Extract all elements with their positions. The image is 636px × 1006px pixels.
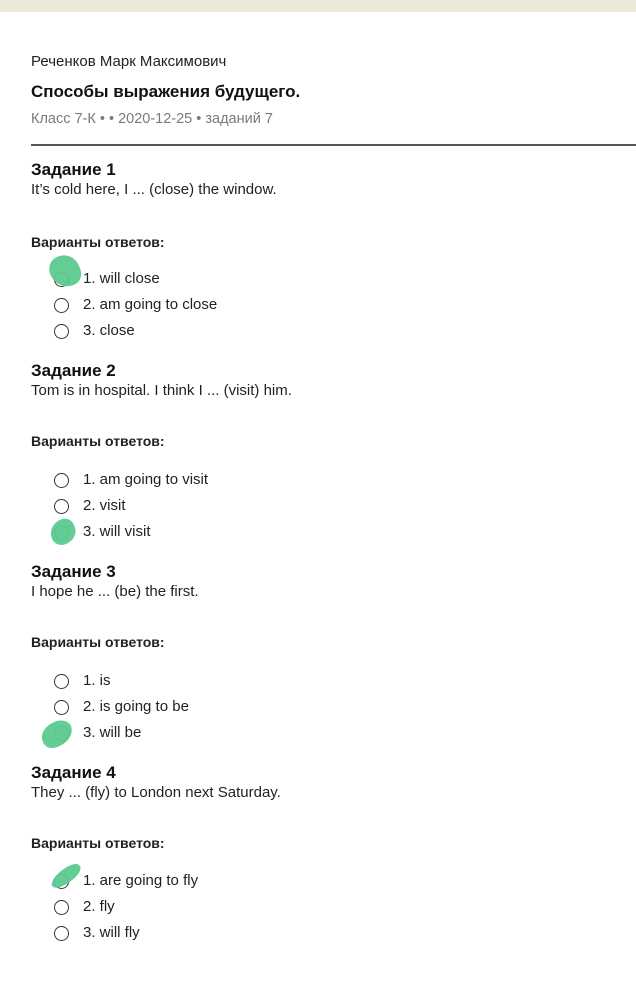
option-text: 3. close (83, 322, 135, 339)
student-name: Реченков Марк Максимович (31, 53, 227, 70)
option-text: 3. will be (83, 724, 142, 741)
option-text: 2. fly (83, 898, 115, 915)
answer-highlight-mark (37, 716, 76, 751)
test-title: Способы выражения будущего. (31, 82, 301, 101)
answer-option[interactable] (31, 269, 431, 291)
radio-button[interactable] (54, 674, 69, 689)
answer-option[interactable] (31, 897, 431, 919)
task-title: Задание 2 (31, 361, 116, 380)
task-3 (31, 562, 631, 741)
answers-label: Варианты ответов: (31, 234, 165, 250)
answer-option[interactable] (31, 671, 431, 693)
option-text: 1. will close (83, 270, 160, 287)
answer-option[interactable] (31, 697, 431, 719)
radio-button[interactable] (54, 499, 69, 514)
answers-label: Варианты ответов: (31, 835, 165, 851)
radio-button[interactable] (54, 298, 69, 313)
answer-option[interactable] (31, 871, 431, 893)
answers-label: Варианты ответов: (31, 433, 165, 449)
radio-button[interactable] (54, 926, 69, 941)
answer-option[interactable] (31, 522, 431, 544)
task-question: Tom is in hospital. I think I ... (visit) him. (31, 382, 292, 399)
task-question: It’s cold here, I ... (close) the window. (31, 181, 277, 198)
answer-highlight-mark (46, 515, 81, 549)
answer-option[interactable] (31, 496, 431, 518)
task-title: Задание 4 (31, 763, 116, 782)
answer-option[interactable] (31, 295, 431, 317)
answer-option[interactable] (31, 923, 431, 945)
task-1 (31, 160, 631, 339)
radio-button[interactable] (54, 900, 69, 915)
option-text: 1. am going to visit (83, 471, 209, 488)
option-text: 2. am going to close (83, 296, 218, 313)
test-header (31, 52, 631, 129)
answer-highlight-mark (45, 251, 84, 291)
option-text: 1. is (83, 672, 111, 689)
answer-option[interactable] (31, 470, 431, 492)
task-question: I hope he ... (be) the first. (31, 583, 199, 600)
option-text: 1. are going to fly (83, 872, 199, 889)
header-divider (31, 144, 636, 146)
test-meta: Класс 7-К • • 2020-12-25 • заданий 7 (31, 111, 273, 127)
option-text: 2. is going to be (83, 698, 189, 715)
radio-button[interactable] (54, 324, 69, 339)
answers-label: Варианты ответов: (31, 634, 165, 650)
option-text: 3. will fly (83, 924, 140, 941)
answer-option[interactable] (31, 723, 431, 745)
task-title: Задание 1 (31, 160, 116, 179)
task-question: They ... (fly) to London next Saturday. (31, 784, 281, 801)
option-text: 2. visit (83, 497, 126, 514)
radio-button[interactable] (54, 473, 69, 488)
task-2 (31, 361, 631, 540)
top-strip (0, 0, 636, 12)
task-title: Задание 3 (31, 562, 116, 581)
task-4 (31, 763, 631, 941)
radio-button[interactable] (54, 700, 69, 715)
answer-option[interactable] (31, 321, 431, 343)
option-text: 3. will visit (83, 523, 151, 540)
